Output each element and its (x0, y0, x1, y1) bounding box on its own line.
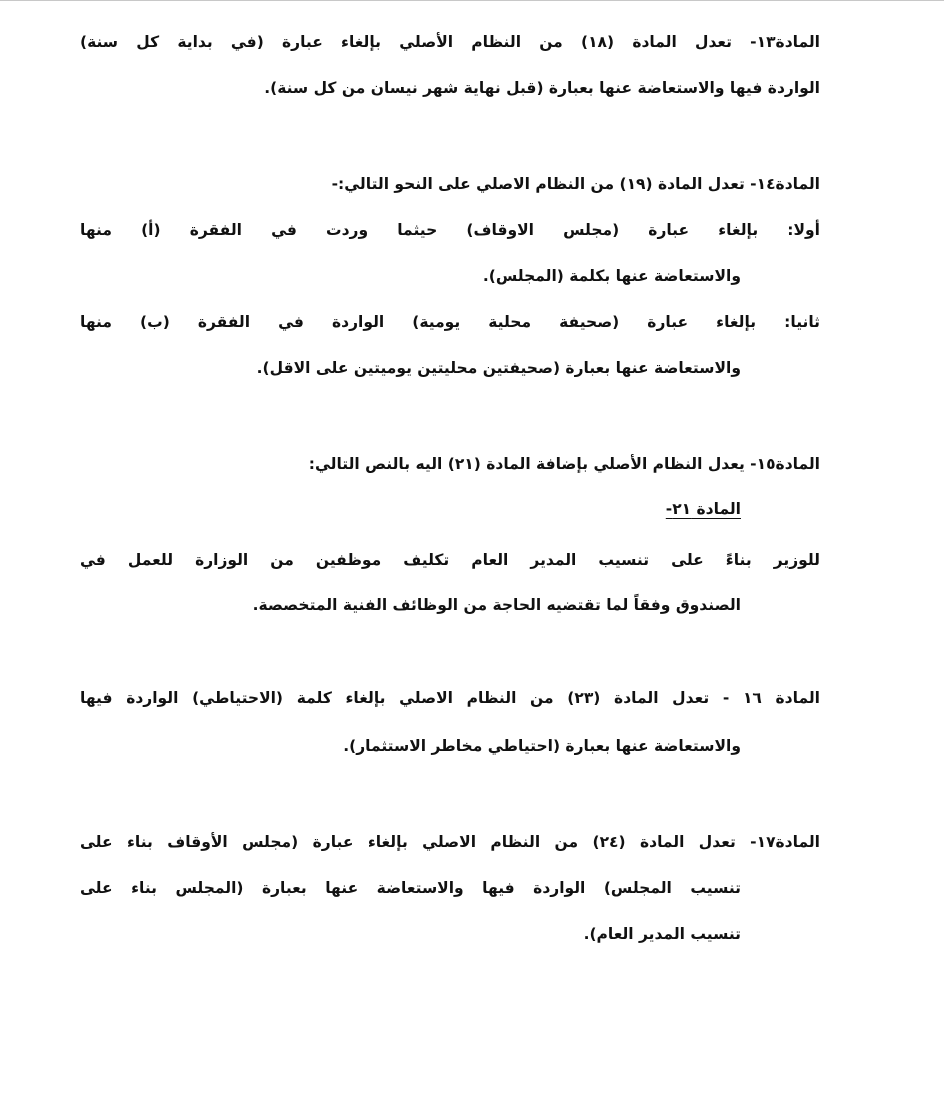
article-17-line-2: تنسيب المجلس) الواردة فيها والاستعاضة عنها بعبارة (المجلس بناء على (80, 879, 741, 897)
article-15-body-line-1: للوزير بناءً على تنسيب المدير العام تكليف موظفين من الوزارة للعمل في (80, 551, 820, 569)
article-14-second-line-1: ثانيا: بإلغاء عبارة (صحيفة محلية يومية) الواردة في الفقرة (ب) منها (80, 313, 820, 331)
article-14-first-line-1: أولا: بإلغاء عبارة (مجلس الاوقاف) حيثما وردت في الفقرة (أ) منها (80, 221, 820, 239)
article-16-line-1: المادة ١٦ - تعدل المادة (٢٣) من النظام الاصلي بإلغاء كلمة (الاحتياطي) الواردة فيها (80, 689, 820, 707)
article-14-first-line-2: والاستعاضة عنها بكلمة (المجلس). (482, 267, 741, 285)
article-13-line-2: الواردة فيها والاستعاضة عنها بعبارة (قبل نهاية شهر نيسان من كل سنة). (264, 79, 820, 97)
article-16-line-2: والاستعاضة عنها بعبارة (احتياطي مخاطر الاستثمار). (343, 737, 741, 755)
article-15-intro: المادة١٥- يعدل النظام الأصلي بإضافة المادة (٢١) اليه بالنص التالي: (308, 455, 820, 473)
article-13-line-1: المادة١٣- تعدل المادة (١٨) من النظام الأصلي بإلغاء عبارة (في بداية كل سنة) (80, 33, 820, 51)
article-17-line-3: تنسيب المدير العام). (583, 925, 741, 943)
article-14-second-line-2: والاستعاضة عنها بعبارة (صحيفتين محليتين يوميتين على الاقل). (256, 359, 741, 377)
article-15-body-line-2: الصندوق وفقاً لما تقتضيه الحاجة من الوظائف الفنية المتخصصة. (252, 596, 741, 614)
article-17-line-1: المادة١٧- تعدل المادة (٢٤) من النظام الاصلي بإلغاء عبارة (مجلس الأوقاف بناء على (80, 833, 820, 851)
article-14-intro: المادة١٤- تعدل المادة (١٩) من النظام الاصلي على النحو التالي:- (331, 175, 820, 193)
article-21-subheading: المادة ٢١- (665, 500, 741, 518)
